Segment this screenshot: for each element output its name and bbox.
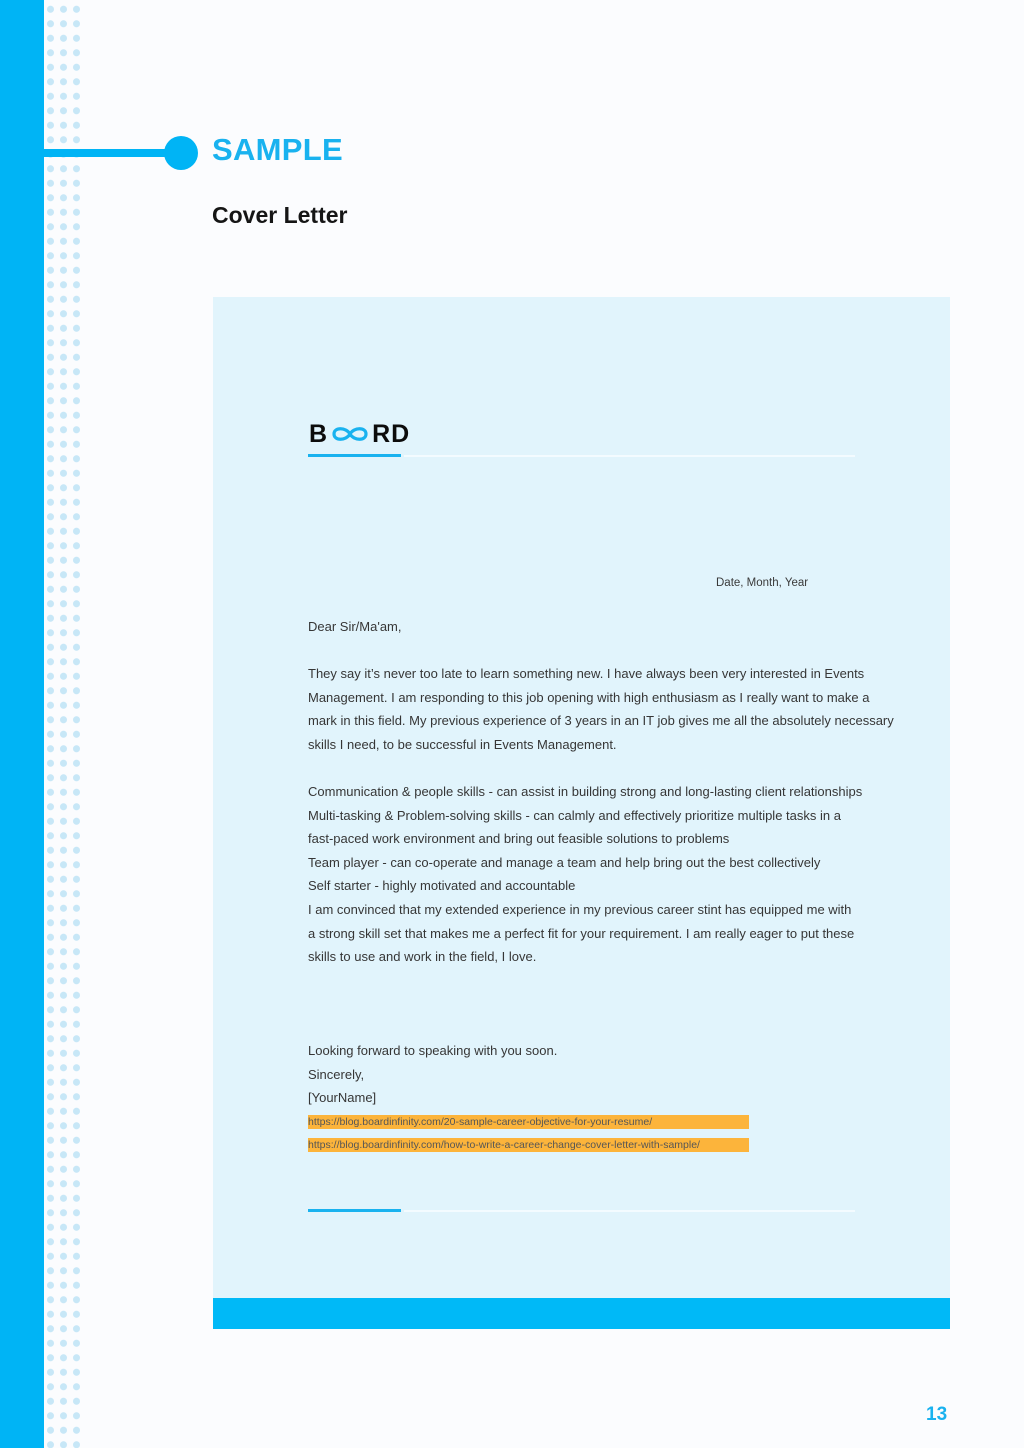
letter-intro-paragraph (308, 662, 898, 756)
dot-pattern (44, 0, 80, 1448)
reference-link[interactable]: https://blog.boardinfinity.com/how-to-write-a-career-change-cover-letter-with-sample/ (308, 1138, 749, 1152)
section-title: SAMPLE (212, 132, 343, 167)
letter-salutation (308, 615, 898, 639)
letter-skills-paragraph (308, 780, 898, 969)
skills-line: a strong skill set that makes me a perfect fit for your requirement. I am really eager to put these (308, 925, 855, 941)
skills-line: fast-paced work environment and bring out feasible solutions to problems (308, 831, 730, 847)
page-number: 13 (926, 1404, 948, 1425)
reference-links (308, 1115, 749, 1161)
skills-line: Self starter - highly motivated and accountable (308, 878, 576, 894)
logo-text-right: RD (372, 419, 411, 448)
signature-name: [YourName] (308, 1090, 377, 1106)
skills-line: Multi-tasking & Problem-solving skills - can calmly and effectively prioritize multiple tasks in a (308, 807, 841, 823)
letter-date: Date, Month, Year (716, 577, 809, 589)
header-rule-accent (308, 454, 401, 457)
letter-closing (308, 1039, 898, 1110)
letter-card-footer-band (213, 1298, 950, 1329)
header-rule (404, 455, 855, 457)
footer-rule-accent (308, 1209, 401, 1212)
footer-rule (404, 1210, 855, 1212)
skills-line: I am convinced that my extended experience in my previous career stint has equipped me with (308, 901, 852, 917)
salutation-line: Dear Sir/Ma'am, (308, 619, 402, 634)
skills-line: skills to use and work in the field, I love. (308, 949, 537, 965)
reference-link[interactable]: https://blog.boardinfinity.com/20-sample-career-objective-for-your-resume/ (308, 1115, 749, 1129)
skills-line: Communication & people skills - can assist in building strong and long-lasting client relationships (308, 784, 863, 799)
left-accent-bar (0, 0, 44, 1448)
logo-text-left: B (309, 419, 329, 448)
intro-line: skills I need, to be successful in Events Management. (308, 736, 617, 752)
closing-line: Sincerely, (308, 1066, 365, 1082)
title-connector-line (44, 149, 174, 157)
title-connector-dot (164, 136, 198, 170)
infinity-loop-icon (330, 424, 370, 444)
board-logo (309, 420, 410, 448)
intro-line: mark in this field. My previous experience of 3 years in an IT job gives me all the absolutely necessary (308, 713, 894, 729)
intro-line: Management. I am responding to this job opening with high enthusiasm as I really want to make a (308, 689, 870, 705)
section-subtitle: Cover Letter (212, 202, 348, 228)
skills-line: Team player - can co-operate and manage a team and help bring out the best collectively (308, 854, 821, 870)
closing-line: Looking forward to speaking with you soon. (308, 1043, 558, 1058)
intro-line: They say it’s never too late to learn something new. I have always been very interested in Events (308, 666, 865, 681)
